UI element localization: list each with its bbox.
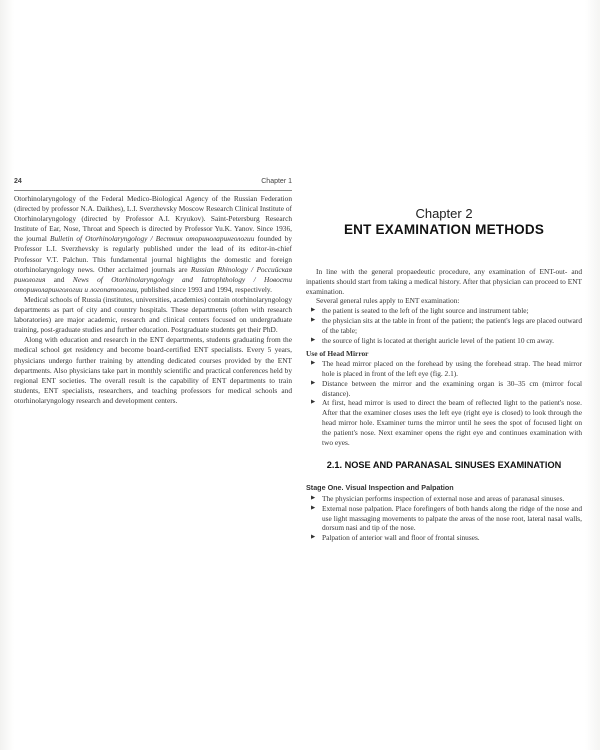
running-header xyxy=(14,178,292,190)
bullet-arrow-icon: ▶ xyxy=(311,399,316,406)
bullet-arrow-icon: ▶ xyxy=(311,379,316,386)
p1-text-c: founded by Professor L.I. Sverzhevsky is regularly published under the lead of its editor-in-chief Professor V.T. Palchun. This fundamental journal highlights the domestic and foreign otorhinolaryngology news. Other acclaimed journals are xyxy=(14,234,292,274)
page-number: 24 xyxy=(14,178,22,185)
rule-text: the source of light is located at theright auricle level of the patient 10 cm away. xyxy=(322,335,554,345)
section-title: 2.1. NOSE AND PARANASAL SINUSES EXAMINATION xyxy=(326,460,562,471)
bullet-arrow-icon: ▶ xyxy=(311,504,316,511)
list-item xyxy=(306,494,582,504)
head-mirror-text: Distance between the mirror and the examining organ is 30–35 cm (mirror focal distance). xyxy=(322,378,582,398)
running-head-chapter: Chapter 1 xyxy=(261,178,292,185)
chapter-title: ENT EXAMINATION METHODS xyxy=(343,222,545,237)
list-item xyxy=(306,533,582,543)
chapter-label: Chapter 2 xyxy=(415,206,473,221)
general-rules-list xyxy=(306,306,582,345)
list-item xyxy=(306,306,582,316)
stage-item-text: The physician performs inspection of external nose and areas of paranasal sinuses. xyxy=(322,493,565,503)
left-body-text xyxy=(14,194,292,406)
rules-intro: Several general rules apply to ENT examination: xyxy=(316,296,460,306)
list-item xyxy=(306,398,582,447)
journal-russian-rhinology: Russian Rhinology / Российская ринология xyxy=(14,264,292,284)
journal-bulletin: Bulletin of Otorhinolaryngology / Вестник оториноларингологии xyxy=(49,234,255,244)
p1-text-g: , published since 1993 and 1994, respectively. xyxy=(136,284,272,294)
list-item xyxy=(306,504,582,533)
rule-text: the patient is seated to the left of the light source and instrument table; xyxy=(322,306,529,316)
p1-text-e: and xyxy=(45,274,73,284)
list-item xyxy=(306,336,582,346)
paragraph-1 xyxy=(14,194,292,295)
list-item xyxy=(306,379,582,399)
paragraph-2: Medical schools of Russia (institutes, universities, academies) contain otorhinolaryngology departments as part of city and country hospitals. These departments (often with research laboratories) are major academic, research and clinical centers focused on undergraduate training, post-graduate studies and further education. Postgraduate students get their PhD. xyxy=(14,294,292,335)
p1-text-a: Otorhinolaryngology of the Federal Medico-Biological Agency of the Russian Federation (directed by professor N.A. Daikhes), L.I. Sverzhevsky Moscow Research Clinical Institute of Otorhinolaryngology (directed by Professor A.I. Kryukov). Saint-Petersburg Research Institute of Ear, Nose, Throat and Speech is directed by Professor Yu.K. Yanov. Since 1936, the journal xyxy=(14,194,292,244)
bullet-arrow-icon: ▶ xyxy=(311,360,316,367)
head-mirror-list xyxy=(306,359,582,447)
head-mirror-text: At first, head mirror is used to direct the beam of reflected light to the patient's nose. After that the examiner closes uses the left eye (right eye is closed) to look through the head mirror hole. Examiner turns the mirror until he sees the spot of focused light on the patient's nose. Next examiner opens the right eye and continues examination with two eyes. xyxy=(322,398,582,447)
stage-one-list xyxy=(306,494,582,543)
head-mirror-text: The head mirror placed on the forehead by using the forehead strap. The head mirror hole is placed in front of the left eye (fig. 2.1). xyxy=(322,359,582,378)
bullet-arrow-icon: ▶ xyxy=(311,336,316,343)
list-item xyxy=(306,359,582,379)
list-item xyxy=(306,316,582,336)
bullet-arrow-icon: ▶ xyxy=(311,534,316,541)
stage-heading: Stage One. Visual Inspection and Palpation xyxy=(306,483,454,493)
bullet-arrow-icon: ▶ xyxy=(311,494,316,501)
right-body-text xyxy=(306,267,582,543)
intro-paragraph: In line with the general propaedeutic procedure, any examination of ENT-out- and inpatients should start from taking a medical history. After that physician can proceed to ENT examination. xyxy=(306,267,582,296)
bullet-arrow-icon: ▶ xyxy=(311,307,316,314)
stage-item-text: Palpation of anterior wall and floor of frontal sinuses. xyxy=(322,533,480,543)
rule-text: the physician sits at the table in front of the patient; the patient's legs are placed outward of the table; xyxy=(322,315,582,335)
bullet-arrow-icon: ▶ xyxy=(311,316,316,323)
stage-item-text: External nose palpation. Place forefingers of both hands along the ridge of the nose and use light massaging movements to palpate the areas of the nose root, lateral nasal walls, dorsum nasi and tip of the nose. xyxy=(322,503,582,533)
journal-news-otorhinolaryngology: News of Otorhinolaryngology and Iatrophthology / Новости оториноларингологии и логопатологии xyxy=(14,274,292,294)
head-mirror-heading: Use of Head Mirror xyxy=(306,349,369,359)
header-rule xyxy=(14,190,292,191)
paragraph-3: Along with education and research in the ENT departments, students graduating from the medical school get residency and become board-certified ENT specialists. Every 5 years, physicians undergo further training by attending dedicated courses provided by the ENT departments. Also physicians take part in monthly scientific and practical conferences held by regional ENT societies. The overall result is the capability of ENT departments to train students, ENT specialists, researchers, and teaching professors for medical schools and otorhinolaryngology research and development centers. xyxy=(14,335,292,405)
